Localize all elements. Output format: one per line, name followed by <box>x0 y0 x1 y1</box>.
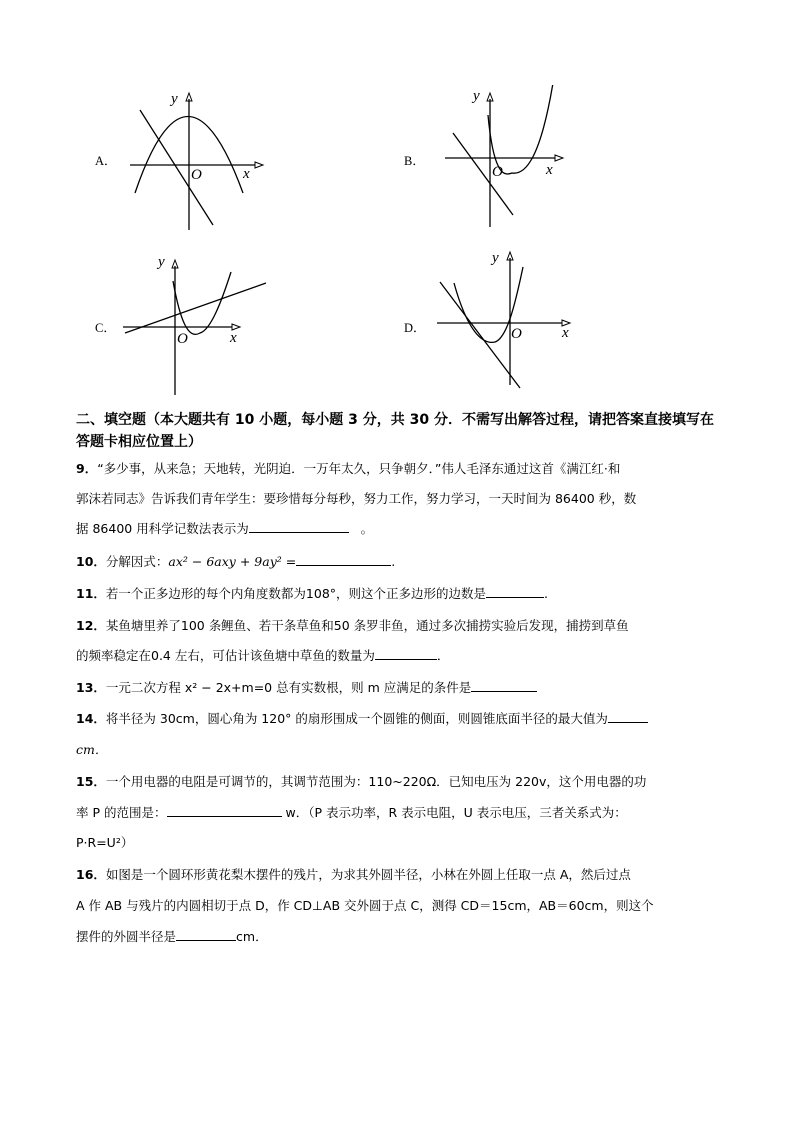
graph-c-origin-label: O <box>177 331 188 347</box>
graph-d-origin-label: O <box>511 326 522 342</box>
q16-line3 <box>76 927 268 945</box>
q10-line <box>76 552 395 570</box>
graph-a-x-label: x <box>243 166 250 182</box>
option-d-label: D． <box>404 321 426 335</box>
section-title: 二、填空题（本大题共有 10 小题，每小题 3 分，共 30 分．不需写出解答过程，请把答案直接填写在答题卡相应位置上） <box>76 412 714 450</box>
graph-d <box>432 245 612 395</box>
graph-b <box>440 85 610 235</box>
q15-answer-blank[interactable] <box>167 804 282 817</box>
graph-d-x-label: x <box>562 325 569 341</box>
q9-text-1: “多少事，从来急；天地转，光阴迫．一万年太久，只争朝夕．”伟人毛泽东通过这首《满江红·和 <box>97 461 621 476</box>
q9-line1 <box>76 459 620 477</box>
graph-b-y-label: y <box>473 88 480 104</box>
q9-line2: 郭沫若同志》告诉我们青年学生：要珍惜每分每秒，努力工作，努力学习，一天时间为 86400 秒，数 <box>76 491 637 506</box>
graph-c-y-label: y <box>158 254 165 270</box>
q13-answer-blank[interactable] <box>471 679 537 692</box>
q15-number: 15． <box>76 774 106 789</box>
q16-answer-blank[interactable] <box>176 928 236 941</box>
q10-expression: ax² − 6axy + 9ay² = <box>168 554 297 569</box>
graph-a-y-label: y <box>171 91 178 107</box>
q10-text: 分解因式： <box>105 554 169 569</box>
q9-end: 。 <box>360 521 374 536</box>
q11-number: 11． <box>76 586 106 601</box>
q14-line2 <box>76 740 107 758</box>
graph-a-origin-label: O <box>191 167 202 183</box>
q14-line1 <box>76 709 648 727</box>
q13-line <box>76 678 537 696</box>
q16-line1 <box>76 865 631 883</box>
graph-c <box>118 250 288 400</box>
graph-a <box>125 85 285 235</box>
option-a-label: A． <box>95 154 117 168</box>
graph-c-x-label: x <box>230 330 237 346</box>
q12-text-2: 的频率稳定在0.4 左右，可估计该鱼塘中草鱼的数量为 <box>76 648 375 663</box>
q12-line1 <box>76 616 629 634</box>
q16-text-3: 摆件的外圆半径是 <box>76 929 177 944</box>
q15-line3: P·R=U²） <box>76 835 134 850</box>
q12-answer-blank[interactable] <box>375 647 437 660</box>
q9-number: 9． <box>76 461 98 476</box>
q16-text-1: 如图是一个圆环形黄花梨木摆件的残片，为求其外圆半径，小林在外圆上任取一点 A，然后过点 <box>105 867 631 882</box>
q11-answer-blank[interactable] <box>486 585 544 598</box>
graph-b-origin-label: O <box>492 164 503 180</box>
q10-answer-blank[interactable] <box>296 553 391 566</box>
q14-answer-blank[interactable] <box>608 710 648 723</box>
q10-end: . <box>391 554 396 569</box>
q9-answer-blank[interactable] <box>249 520 349 533</box>
q14-text-1: 将半径为 30cm，圆心角为 120° 的扇形围成一个圆锥的侧面，则圆锥底面半径的最大值为 <box>105 711 608 726</box>
q10-number: 10． <box>76 554 106 569</box>
q9-text-3: 据 86400 用科学记数法表示为 <box>76 521 249 536</box>
q13-number: 13． <box>76 680 106 695</box>
graph-b-x-label: x <box>546 162 553 178</box>
q13-text: 一元二次方程 x² − 2x+m=0 总有实数根，则 m 应满足的条件是 <box>105 680 472 695</box>
q16-number: 16． <box>76 867 106 882</box>
option-c-label: C． <box>95 321 116 335</box>
q9-line3 <box>76 519 373 537</box>
q15-text-2b: w．（P 表示功率，R 表示电阻，U 表示电压，三者关系式为： <box>285 805 627 820</box>
q12-end: ． <box>436 648 450 663</box>
q11-line <box>76 584 548 602</box>
q15-text-1: 一个用电器的电阻是可调节的，其调节范围为：110~220Ω．已知电压为 220v，这个用电器的功 <box>105 774 647 789</box>
q12-text-1: 某鱼塘里养了100 条鲤鱼、若干条草鱼和50 条罗非鱼，通过多次捕捞实验后发现，捕捞到草鱼 <box>105 618 629 633</box>
q12-line2 <box>76 646 449 664</box>
graph-d-y-label: y <box>492 250 499 266</box>
q16-line2: A 作 AB 与残片的内圆相切于点 D，作 CD⊥AB 交外圆于点 C，测得 CD＝15cm，AB＝60cm，则这个 <box>76 898 654 913</box>
q15-line2 <box>76 803 627 821</box>
q11-end: . <box>544 586 549 601</box>
q15-text-2a: 率 P 的范围是： <box>76 805 167 820</box>
q14-number: 14． <box>76 711 106 726</box>
q14-unit: cm． <box>76 742 108 757</box>
q16-end: cm． <box>236 929 268 944</box>
q12-number: 12． <box>76 618 106 633</box>
q15-line1 <box>76 772 646 790</box>
q11-text: 若一个正多边形的每个内角度数都为108°，则这个正多边形的边数是 <box>105 586 487 601</box>
option-b-label: B． <box>404 154 425 168</box>
